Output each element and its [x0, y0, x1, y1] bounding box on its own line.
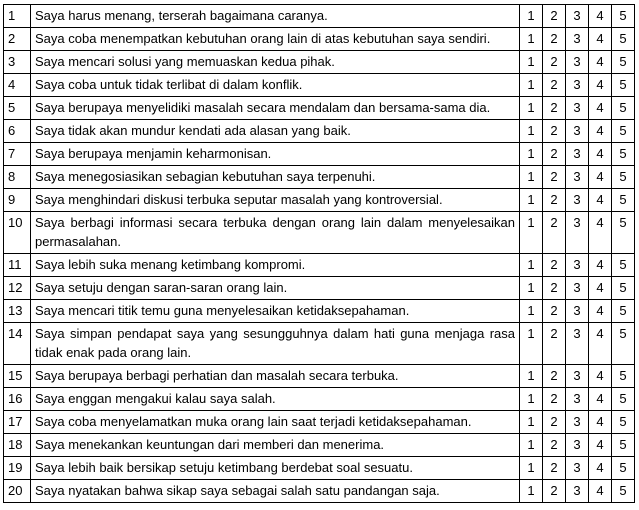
scale-option-5[interactable]: 5 — [612, 457, 635, 480]
table-row — [4, 143, 635, 166]
item-number: 5 — [4, 97, 31, 120]
item-statement: Saya simpan pendapat saya yang sesungguhnya dalam hati guna menjaga rasa tidak enak pada orang lain. — [31, 323, 520, 365]
scale-option-4[interactable]: 4 — [589, 323, 612, 365]
item-number: 17 — [4, 411, 31, 434]
scale-option-3[interactable]: 3 — [566, 212, 589, 254]
scale-option-2[interactable]: 2 — [543, 277, 566, 300]
scale-option-2[interactable]: 2 — [543, 97, 566, 120]
scale-option-2[interactable]: 2 — [543, 365, 566, 388]
scale-option-3[interactable]: 3 — [566, 365, 589, 388]
item-statement: Saya berbagi informasi secara terbuka dengan orang lain dalam menyelesaikan permasalahan. — [31, 212, 520, 254]
item-statement: Saya lebih baik bersikap setuju ketimbang berdebat soal sesuatu. — [31, 457, 520, 480]
scale-option-4[interactable]: 4 — [589, 74, 612, 97]
scale-option-2[interactable]: 2 — [543, 28, 566, 51]
table-row — [4, 189, 635, 212]
scale-option-3[interactable]: 3 — [566, 97, 589, 120]
scale-option-3[interactable]: 3 — [566, 166, 589, 189]
table-row — [4, 457, 635, 480]
item-number: 19 — [4, 457, 31, 480]
scale-option-2[interactable]: 2 — [543, 480, 566, 503]
scale-option-1[interactable]: 1 — [520, 74, 543, 97]
scale-option-3[interactable]: 3 — [566, 388, 589, 411]
scale-option-5[interactable]: 5 — [612, 120, 635, 143]
item-number: 12 — [4, 277, 31, 300]
item-number: 20 — [4, 480, 31, 503]
table-row — [4, 480, 635, 503]
scale-option-5[interactable]: 5 — [612, 5, 635, 28]
scale-option-1[interactable]: 1 — [520, 166, 543, 189]
table-row — [4, 323, 635, 365]
scale-option-3[interactable]: 3 — [566, 51, 589, 74]
scale-option-3[interactable]: 3 — [566, 143, 589, 166]
scale-option-1[interactable]: 1 — [520, 212, 543, 254]
scale-option-4[interactable]: 4 — [589, 254, 612, 277]
table-row — [4, 212, 635, 254]
scale-option-2[interactable]: 2 — [543, 388, 566, 411]
scale-option-1[interactable]: 1 — [520, 480, 543, 503]
scale-option-1[interactable]: 1 — [520, 411, 543, 434]
item-statement: Saya harus menang, terserah bagaimana caranya. — [31, 5, 520, 28]
item-statement: Saya coba menyelamatkan muka orang lain saat terjadi ketidaksepahaman. — [31, 411, 520, 434]
table-row — [4, 28, 635, 51]
table-row — [4, 434, 635, 457]
scale-option-2[interactable]: 2 — [543, 189, 566, 212]
scale-option-3[interactable]: 3 — [566, 74, 589, 97]
table-row — [4, 120, 635, 143]
scale-option-5[interactable]: 5 — [612, 28, 635, 51]
table-row — [4, 254, 635, 277]
scale-option-4[interactable]: 4 — [589, 388, 612, 411]
scale-option-4[interactable]: 4 — [589, 277, 612, 300]
table-row — [4, 5, 635, 28]
scale-option-5[interactable]: 5 — [612, 480, 635, 503]
scale-option-1[interactable]: 1 — [520, 120, 543, 143]
item-number: 3 — [4, 51, 31, 74]
scale-option-4[interactable]: 4 — [589, 189, 612, 212]
scale-option-2[interactable]: 2 — [543, 51, 566, 74]
table-row — [4, 300, 635, 323]
scale-option-5[interactable]: 5 — [612, 388, 635, 411]
scale-option-2[interactable]: 2 — [543, 212, 566, 254]
scale-option-1[interactable]: 1 — [520, 5, 543, 28]
scale-option-4[interactable]: 4 — [589, 97, 612, 120]
item-number: 1 — [4, 5, 31, 28]
scale-option-5[interactable]: 5 — [612, 74, 635, 97]
item-statement: Saya menghindari diskusi terbuka seputar masalah yang kontroversial. — [31, 189, 520, 212]
table-row — [4, 166, 635, 189]
item-statement: Saya mencari solusi yang memuaskan kedua pihak. — [31, 51, 520, 74]
scale-option-2[interactable]: 2 — [543, 300, 566, 323]
scale-option-1[interactable]: 1 — [520, 28, 543, 51]
table-row — [4, 277, 635, 300]
scale-option-1[interactable]: 1 — [520, 365, 543, 388]
scale-option-5[interactable]: 5 — [612, 277, 635, 300]
item-number: 16 — [4, 388, 31, 411]
scale-option-4[interactable]: 4 — [589, 166, 612, 189]
scale-option-4[interactable]: 4 — [589, 5, 612, 28]
questionnaire-body — [4, 5, 635, 503]
scale-option-2[interactable]: 2 — [543, 434, 566, 457]
scale-option-3[interactable]: 3 — [566, 120, 589, 143]
scale-option-4[interactable]: 4 — [589, 457, 612, 480]
scale-option-1[interactable]: 1 — [520, 277, 543, 300]
item-statement: Saya nyatakan bahwa sikap saya sebagai salah satu pandangan saja. — [31, 480, 520, 503]
scale-option-4[interactable]: 4 — [589, 480, 612, 503]
table-row — [4, 51, 635, 74]
item-number: 2 — [4, 28, 31, 51]
scale-option-4[interactable]: 4 — [589, 300, 612, 323]
scale-option-5[interactable]: 5 — [612, 97, 635, 120]
scale-option-3[interactable]: 3 — [566, 323, 589, 365]
scale-option-4[interactable]: 4 — [589, 28, 612, 51]
scale-option-2[interactable]: 2 — [543, 323, 566, 365]
scale-option-2[interactable]: 2 — [543, 166, 566, 189]
scale-option-4[interactable]: 4 — [589, 434, 612, 457]
item-number: 6 — [4, 120, 31, 143]
item-statement: Saya berupaya menjamin keharmonisan. — [31, 143, 520, 166]
scale-option-5[interactable]: 5 — [612, 300, 635, 323]
scale-option-5[interactable]: 5 — [612, 411, 635, 434]
table-row — [4, 365, 635, 388]
scale-option-2[interactable]: 2 — [543, 457, 566, 480]
table-row — [4, 97, 635, 120]
item-number: 14 — [4, 323, 31, 365]
item-number: 18 — [4, 434, 31, 457]
scale-option-2[interactable]: 2 — [543, 411, 566, 434]
scale-option-2[interactable]: 2 — [543, 5, 566, 28]
table-row — [4, 388, 635, 411]
scale-option-1[interactable]: 1 — [520, 254, 543, 277]
scale-option-5[interactable]: 5 — [612, 434, 635, 457]
scale-option-4[interactable]: 4 — [589, 120, 612, 143]
scale-option-1[interactable]: 1 — [520, 434, 543, 457]
scale-option-3[interactable]: 3 — [566, 434, 589, 457]
scale-option-1[interactable]: 1 — [520, 300, 543, 323]
item-number: 11 — [4, 254, 31, 277]
item-number: 15 — [4, 365, 31, 388]
scale-option-3[interactable]: 3 — [566, 277, 589, 300]
scale-option-1[interactable]: 1 — [520, 388, 543, 411]
scale-option-4[interactable]: 4 — [589, 411, 612, 434]
scale-option-4[interactable]: 4 — [589, 365, 612, 388]
scale-option-5[interactable]: 5 — [612, 212, 635, 254]
scale-option-3[interactable]: 3 — [566, 254, 589, 277]
questionnaire-table — [3, 4, 635, 503]
scale-option-1[interactable]: 1 — [520, 143, 543, 166]
scale-option-2[interactable]: 2 — [543, 74, 566, 97]
scale-option-5[interactable]: 5 — [612, 166, 635, 189]
scale-option-1[interactable]: 1 — [520, 323, 543, 365]
item-statement: Saya setuju dengan saran-saran orang lain. — [31, 277, 520, 300]
scale-option-3[interactable]: 3 — [566, 28, 589, 51]
scale-option-5[interactable]: 5 — [612, 189, 635, 212]
scale-option-3[interactable]: 3 — [566, 411, 589, 434]
scale-option-5[interactable]: 5 — [612, 143, 635, 166]
item-statement: Saya coba menempatkan kebutuhan orang lain di atas kebutuhan saya sendiri. — [31, 28, 520, 51]
scale-option-2[interactable]: 2 — [543, 143, 566, 166]
scale-option-4[interactable]: 4 — [589, 212, 612, 254]
scale-option-4[interactable]: 4 — [589, 51, 612, 74]
item-statement: Saya menegosiasikan sebagian kebutuhan saya terpenuhi. — [31, 166, 520, 189]
item-statement: Saya enggan mengakui kalau saya salah. — [31, 388, 520, 411]
table-row — [4, 411, 635, 434]
item-number: 8 — [4, 166, 31, 189]
item-number: 4 — [4, 74, 31, 97]
item-statement: Saya mencari titik temu guna menyelesaikan ketidaksepahaman. — [31, 300, 520, 323]
item-number: 10 — [4, 212, 31, 254]
scale-option-5[interactable]: 5 — [612, 365, 635, 388]
scale-option-1[interactable]: 1 — [520, 51, 543, 74]
scale-option-3[interactable]: 3 — [566, 480, 589, 503]
scale-option-2[interactable]: 2 — [543, 120, 566, 143]
item-number: 13 — [4, 300, 31, 323]
item-number: 7 — [4, 143, 31, 166]
item-statement: Saya tidak akan mundur kendati ada alasan yang baik. — [31, 120, 520, 143]
scale-option-3[interactable]: 3 — [566, 189, 589, 212]
scale-option-1[interactable]: 1 — [520, 189, 543, 212]
item-statement: Saya berupaya menyelidiki masalah secara mendalam dan bersama-sama dia. — [31, 97, 520, 120]
item-statement: Saya lebih suka menang ketimbang kompromi. — [31, 254, 520, 277]
scale-option-5[interactable]: 5 — [612, 51, 635, 74]
table-row — [4, 74, 635, 97]
item-statement: Saya coba untuk tidak terlibat di dalam konflik. — [31, 74, 520, 97]
scale-option-3[interactable]: 3 — [566, 5, 589, 28]
item-statement: Saya berupaya berbagi perhatian dan masalah secara terbuka. — [31, 365, 520, 388]
scale-option-5[interactable]: 5 — [612, 323, 635, 365]
scale-option-1[interactable]: 1 — [520, 97, 543, 120]
scale-option-3[interactable]: 3 — [566, 457, 589, 480]
scale-option-4[interactable]: 4 — [589, 143, 612, 166]
scale-option-2[interactable]: 2 — [543, 254, 566, 277]
scale-option-1[interactable]: 1 — [520, 457, 543, 480]
scale-option-3[interactable]: 3 — [566, 300, 589, 323]
item-number: 9 — [4, 189, 31, 212]
scale-option-5[interactable]: 5 — [612, 254, 635, 277]
item-statement: Saya menekankan keuntungan dari memberi dan menerima. — [31, 434, 520, 457]
